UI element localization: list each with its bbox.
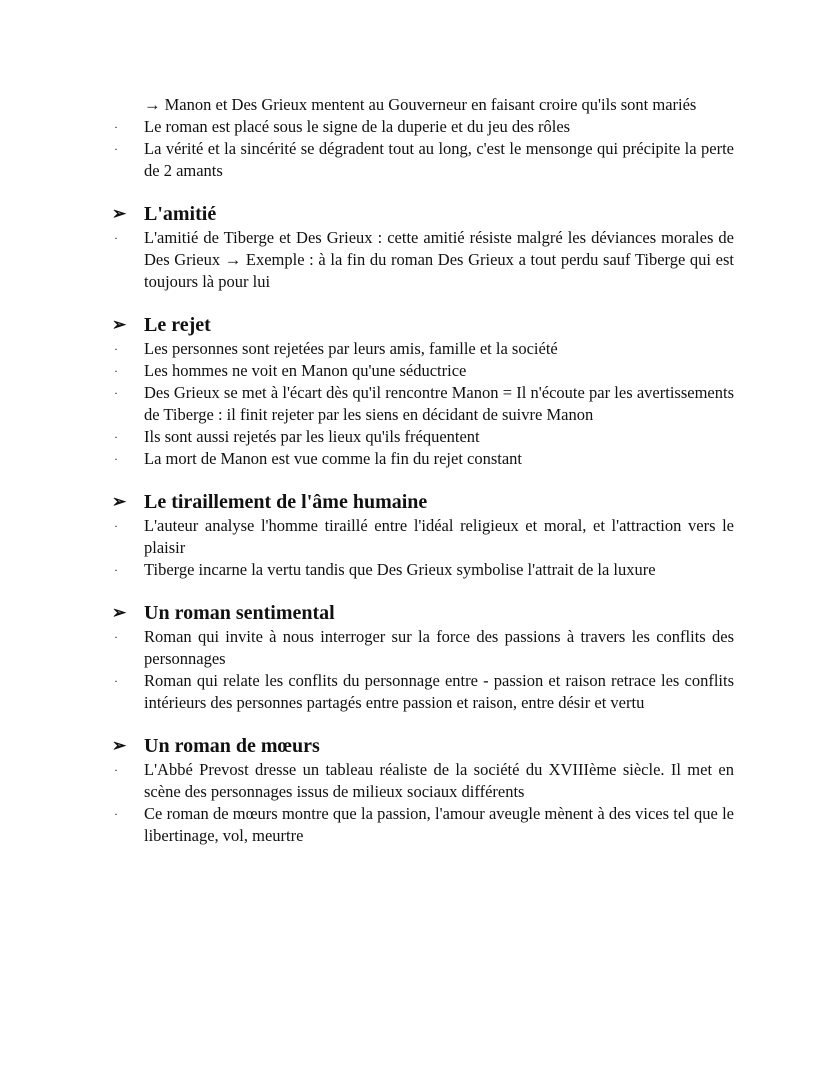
section-moeurs [112, 734, 734, 847]
bullet-icon: · [114, 452, 118, 466]
list-item: · Tiberge incarne la vertu tandis que Des Grieux symbolise l'attrait de la luxure [114, 560, 656, 579]
section-title: Un roman sentimental [144, 602, 335, 624]
list-item: · Les personnes sont rejetées par leurs amis, famille et la société [114, 339, 558, 358]
section-list [112, 338, 734, 470]
bullet-icon: · [114, 763, 118, 777]
section-list [112, 626, 734, 714]
list-item: · La mort de Manon est vue comme la fin du rejet constant [114, 449, 523, 468]
section-heading [112, 734, 734, 758]
list-item: · L'amitié de Tiberge et Des Grieux : cette amitié résiste malgré les déviances morales de Des Grieux → Exemple : à la fin du roman Des Grieux a tout perdu sauf Tiberge qui est toujours là pour lui [114, 228, 734, 291]
arrow-bullet-icon: ➢ [112, 315, 127, 334]
list-item: · L'auteur analyse l'homme tiraillé entre l'idéal religieux et moral, et l'attraction vers le plaisir [114, 516, 734, 557]
section-list [112, 515, 734, 581]
bullet-icon: · [114, 807, 118, 821]
intro-block [112, 94, 734, 182]
section-heading [112, 490, 734, 514]
list-item: · Ils sont aussi rejetés par les lieux qu'ils fréquentent [114, 427, 480, 446]
bullet-icon: · [114, 120, 118, 134]
bullet-icon: · [114, 364, 118, 378]
list-item: · Ce roman de mœurs montre que la passion, l'amour aveugle mènent à des vices tel que le libertinage, vol, meurtre [114, 804, 734, 845]
arrow-bullet-icon: ➢ [112, 492, 127, 511]
section-title: L'amitié [144, 203, 217, 225]
section-list [112, 759, 734, 847]
document-content [112, 94, 734, 847]
intro-list [112, 116, 734, 182]
section-rejet [112, 313, 734, 470]
section-heading [112, 202, 734, 226]
bullet-icon: · [114, 342, 118, 356]
bullet-icon: · [114, 386, 118, 400]
arrow-bullet-icon: ➢ [112, 603, 127, 622]
section-title: Le tiraillement de l'âme humaine [144, 491, 428, 513]
bullet-icon: · [114, 231, 118, 245]
bullet-icon: · [114, 430, 118, 444]
list-item: · Les hommes ne voit en Manon qu'une séductrice [114, 361, 467, 380]
arrow-bullet-icon: ➢ [112, 736, 127, 755]
section-title: Un roman de mœurs [144, 735, 320, 757]
list-item: · Roman qui relate les conflits du personnage entre - passion et raison retrace les conflits intérieurs des personnes partagés entre passion et raison, entre désir et vertu [114, 671, 734, 712]
list-item: · L'Abbé Prevost dresse un tableau réaliste de la société du XVIIIème siècle. Il met en scène des personnages issus de milieux sociaux différents [114, 760, 734, 801]
bullet-icon: · [114, 563, 118, 577]
arrow-bullet-icon: ➢ [112, 204, 127, 223]
section-tiraillement [112, 490, 734, 581]
list-item: · Des Grieux se met à l'écart dès qu'il rencontre Manon = Il n'écoute par les avertissements de Tiberge : il finit rejeter par les siens en décidant de suivre Manon [114, 383, 734, 424]
bullet-icon: · [114, 519, 118, 533]
bullet-icon: · [114, 142, 118, 156]
section-amitie [112, 202, 734, 293]
intro-continuation: → Manon et Des Grieux mentent au Gouverneur en faisant croire qu'ils sont mariés [144, 95, 697, 114]
list-item: · Roman qui invite à nous interroger sur la force des passions à travers les conflits des personnages [114, 627, 734, 668]
list-item: · Le roman est placé sous le signe de la duperie et du jeu des rôles [114, 117, 571, 136]
section-list [112, 227, 734, 293]
section-heading [112, 601, 734, 625]
bullet-icon: · [114, 630, 118, 644]
section-title: Le rejet [144, 314, 211, 336]
list-item: · La vérité et la sincérité se dégradent tout au long, c'est le mensonge qui précipite la perte de 2 amants [114, 139, 734, 180]
section-sentimental [112, 601, 734, 714]
section-heading [112, 313, 734, 337]
bullet-icon: · [114, 674, 118, 688]
